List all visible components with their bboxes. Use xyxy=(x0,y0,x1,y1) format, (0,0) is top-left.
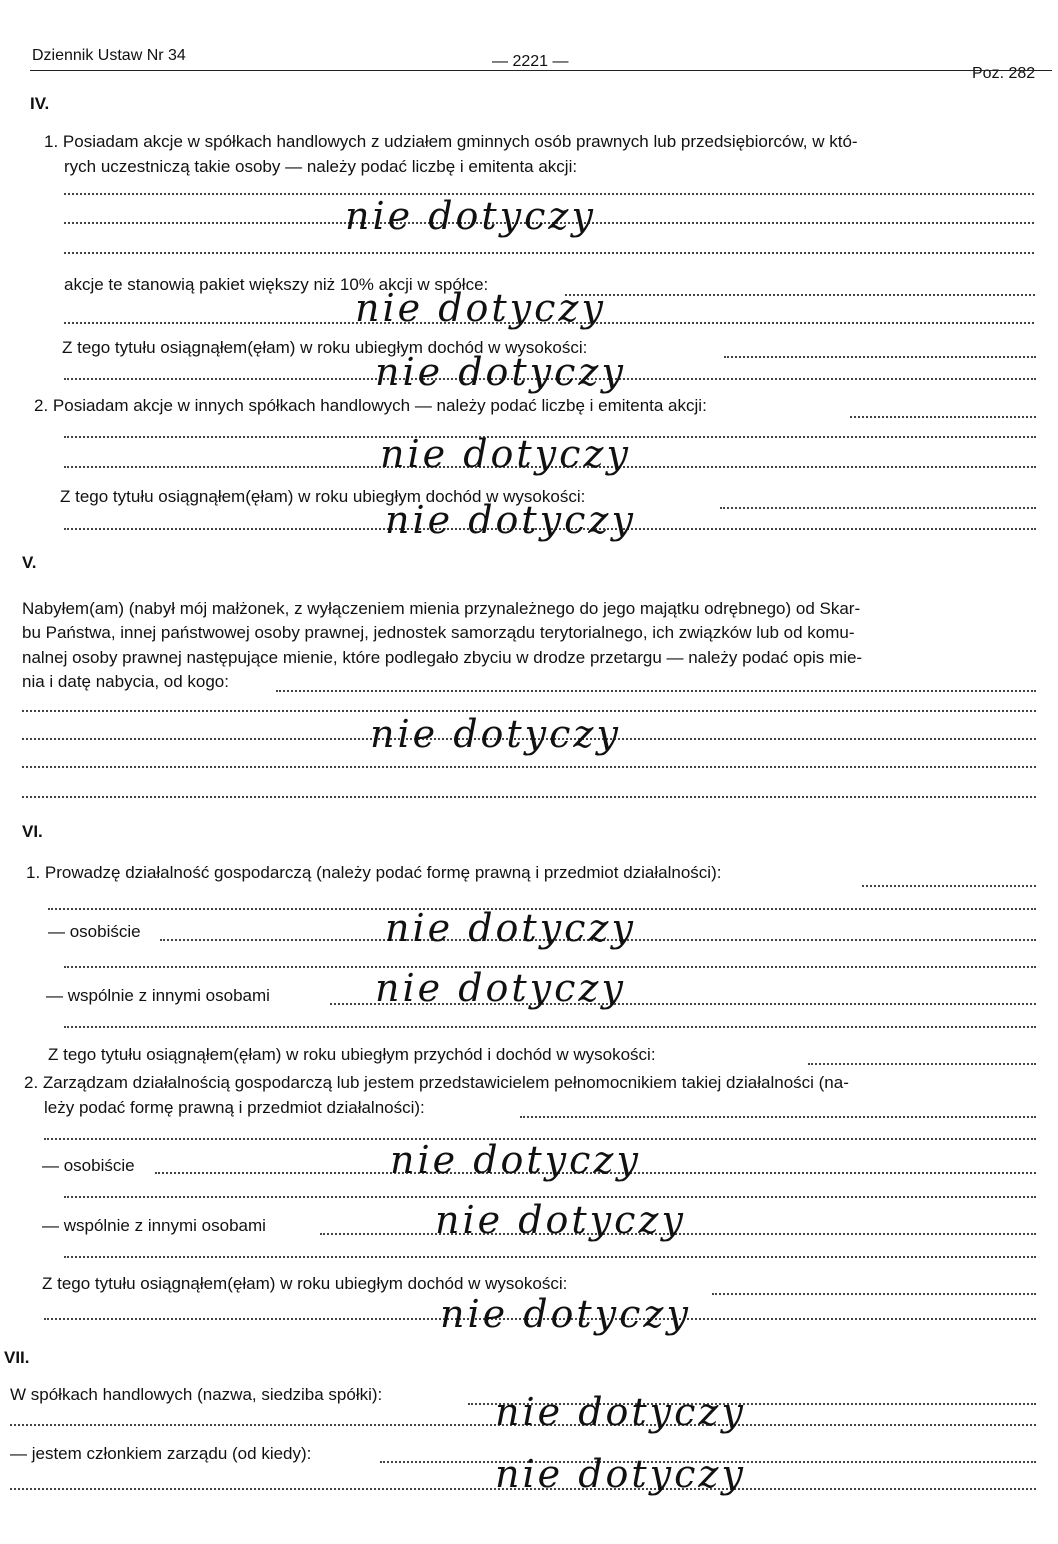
vi-jointly2-fill-2 xyxy=(64,1256,1036,1258)
section-v-heading: V. xyxy=(22,553,37,572)
page-number: — 2221 — xyxy=(492,53,569,70)
vi-jointly-fill-2 xyxy=(64,1026,1036,1028)
v-fill-1 xyxy=(276,690,1036,692)
iv-item2-label: 2. Posiadam akcje w innych spółkach handlowych — należy podać liczbę i emitenta akcji: xyxy=(34,396,707,415)
v-fill-4 xyxy=(22,766,1036,768)
handwritten-answer: nie dotyczy xyxy=(435,1198,686,1242)
vi-income1-label: Z tego tytułu osiągnąłem(ęłam) w roku ubiegłym przychód i dochód w wysokości: xyxy=(48,1045,656,1064)
iv-fill-line-3 xyxy=(64,252,1034,254)
v-line4: nia i datę nabycia, od kogo: xyxy=(22,672,229,691)
vi-jointly2-label: — wspólnie z innymi osobami xyxy=(42,1216,266,1235)
handwritten-answer: nie dotyczy xyxy=(385,906,636,950)
journal-title: Dziennik Ustaw Nr 34 xyxy=(32,47,186,64)
handwritten-answer: nie dotyczy xyxy=(380,432,631,476)
handwritten-answer: nie dotyczy xyxy=(375,966,626,1010)
vi-personally-label: — osobiście xyxy=(48,922,141,941)
section-vi-heading: VI. xyxy=(22,822,43,841)
handwritten-answer: nie dotyczy xyxy=(390,1138,641,1182)
handwritten-answer: nie dotyczy xyxy=(495,1452,746,1496)
v-line2: bu Państwa, innej państwowej osoby prawnej, jednostek samorządu terytorialnego, ich związków lub od komu- xyxy=(22,623,855,642)
header-rule xyxy=(30,70,1052,71)
v-fill-5 xyxy=(22,796,1036,798)
iv-income2-label: Z tego tytułu osiągnąłem(ęłam) w roku ubiegłym dochód w wysokości: xyxy=(60,487,586,506)
handwritten-answer: nie dotyczy xyxy=(370,712,621,756)
v-line3: nalnej osoby prawnej następujące mienie, które podlegało zbyciu w drodze przetargu — należy podać opis mie- xyxy=(22,648,863,667)
vi-item1-fill xyxy=(862,885,1036,887)
iv-income2-fill xyxy=(720,507,1036,509)
iv-packet-fill xyxy=(565,294,1035,296)
vi-item2-fill xyxy=(520,1116,1036,1118)
iv-income1-label: Z tego tytułu osiągnąłem(ęłam) w roku ubiegłym dochód w wysokości: xyxy=(62,338,588,357)
vi-income2-label: Z tego tytułu osiągnąłem(ęłam) w roku ubiegłym dochód w wysokości: xyxy=(42,1274,568,1293)
handwritten-answer: nie dotyczy xyxy=(345,194,596,238)
vi-income1-fill xyxy=(808,1063,1036,1065)
iv-packet-label: akcje te stanowią pakiet większy niż 10% akcji w spółce: xyxy=(64,275,489,294)
vi-personally2-label: — osobiście xyxy=(42,1156,135,1175)
vii-companies-label: W spółkach handlowych (nazwa, siedziba spółki): xyxy=(10,1385,383,1404)
position-number: Poz. 282 xyxy=(972,65,1036,82)
iv-item2-fill xyxy=(850,416,1036,418)
iv-item1-line1: 1. Posiadam akcje w spółkach handlowych z udziałem gminnych osób prawnych lub przedsiębiorców, w któ- xyxy=(44,132,858,151)
section-vii-heading: VII. xyxy=(4,1348,30,1367)
iv-item1-line2: rych uczestniczą takie osoby — należy podać liczbę i emitenta akcji: xyxy=(64,157,578,176)
vi-item1-label: 1. Prowadzę działalność gospodarczą (należy podać formę prawną i przedmiot działalności): xyxy=(26,863,722,882)
handwritten-answer: nie dotyczy xyxy=(355,286,606,330)
handwritten-answer: nie dotyczy xyxy=(495,1390,746,1434)
section-iv-heading: IV. xyxy=(30,94,50,113)
v-line1: Nabyłem(am) (nabył mój małżonek, z wyłączeniem mienia przynależnego do jego majątku odrębnego) od Skar- xyxy=(22,599,861,618)
vi-jointly-label: — wspólnie z innymi osobami xyxy=(46,986,270,1005)
iv-income1-fill xyxy=(724,356,1036,358)
handwritten-answer: nie dotyczy xyxy=(385,498,636,542)
vi-income2-fill xyxy=(712,1293,1036,1295)
handwritten-answer: nie dotyczy xyxy=(440,1292,691,1336)
handwritten-answer: nie dotyczy xyxy=(375,350,626,394)
vii-board-label: — jestem członkiem zarządu (od kiedy): xyxy=(10,1444,312,1463)
vi-item2-line2: leży podać formę prawną i przedmiot działalności): xyxy=(44,1098,425,1117)
vi-item2-line1: 2. Zarządzam działalnością gospodarczą lub jestem przedstawicielem pełnomocnikiem takiej działalności (na- xyxy=(24,1073,849,1092)
